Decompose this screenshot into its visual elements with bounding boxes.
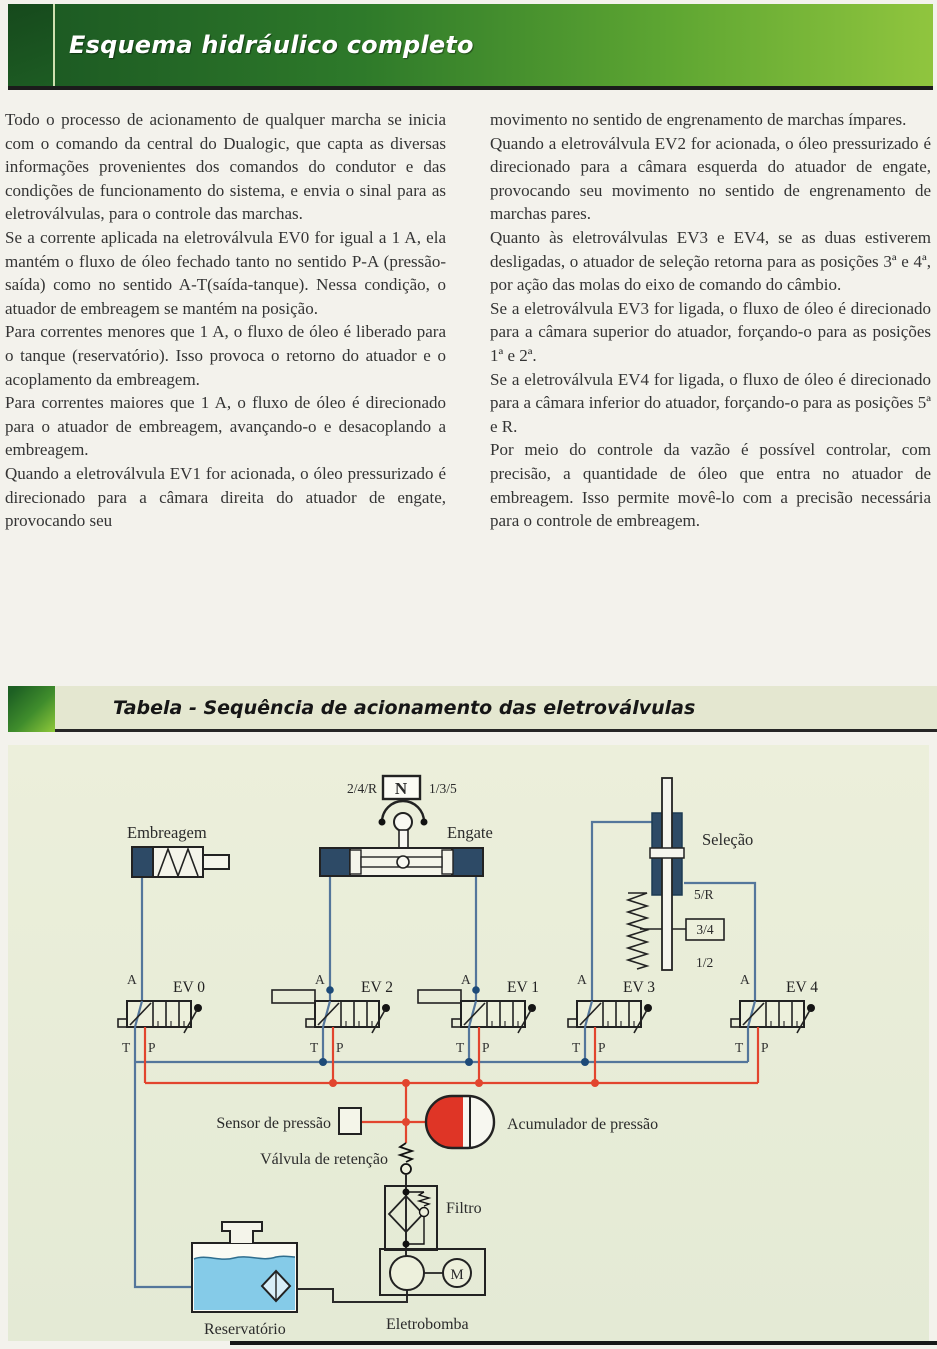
selection-spring <box>628 893 647 969</box>
engagement-label: Engate <box>447 823 493 842</box>
paragraph: Para correntes menores que 1 A, o fluxo de óleo é liberado para o tanque (reservatório). Isso provoca o retorno do atuador e o acoplamento da embreagem. <box>5 322 446 389</box>
filter-label: Filtro <box>446 1200 482 1217</box>
port-a-label: A <box>740 972 750 987</box>
valve-ev0 <box>118 972 205 1083</box>
paragraph: Se a eletroválvula EV3 for ligada, o fluxo de óleo é direcionado para a câmara superior do atuador, forçando-o para as posições 1ª e 2ª. <box>490 298 931 365</box>
sel-bottom-label: 1/2 <box>696 955 714 970</box>
sel-top-label: 5/R <box>694 887 714 902</box>
paragraph: movimento no sentido de engrenamento de marchas ímpares. <box>490 110 907 129</box>
port-t-label: T <box>572 1040 581 1055</box>
paragraph: Quando a eletroválvula EV2 for acionada, o óleo pressurizado é direcionado para a câmara esquerda do atuador de engate, provocando seu movimento no sentido de engrenamento de marchas pares. <box>490 133 931 224</box>
engagement-actuator <box>320 776 493 876</box>
reservoir-label: Reservatório <box>204 1321 286 1338</box>
pressure-sensor <box>216 1108 361 1134</box>
accumulator-label: Acumulador de pressão <box>507 1116 659 1133</box>
solenoid-pin-icon <box>528 1004 536 1012</box>
valve-ev4 <box>731 972 818 1083</box>
reservoir <box>192 1222 297 1338</box>
port-p-label: P <box>336 1040 344 1055</box>
gear-even-label: 2/4/R <box>346 781 377 796</box>
pressure-accumulator <box>426 1096 658 1148</box>
check-valve <box>260 1143 412 1186</box>
port-p-label: P <box>148 1040 156 1055</box>
page-title: Esquema hidráulico completo <box>69 31 474 59</box>
selection-actuator <box>628 778 753 970</box>
valve-pilot-flag <box>272 990 315 1003</box>
clutch-rod <box>203 855 229 869</box>
port-p-label: P <box>482 1040 490 1055</box>
valve-ev3 <box>568 972 655 1083</box>
motor-label: M <box>450 1267 464 1283</box>
paragraph: Todo o processo de acionamento de qualquer marcha se inicia com o comando da central do Dualogic, que capta as diversas informações provenientes dos comandos do condutor e das condições de funcionamento do sistema, e envia o sinal para as eletroválvulas, para o controle das marchas. <box>5 110 446 224</box>
selection-rod <box>662 778 672 970</box>
paragraph: Quando a eletroválvula EV1 for acionada, o óleo pressurizado é direcionado para a câmara direita do atuador de engate, provocando seu <box>5 463 446 531</box>
pressure-sensor-label: Sensor de pressão <box>216 1115 331 1132</box>
port-t-label: T <box>735 1040 744 1055</box>
paragraph: Quanto às eletroválvulas EV3 e EV4, se as duas estiverem desligadas, o atuador de seleção retorna para as posições 3ª e 4ª, por ação das molas do eixo de comando do câmbio. <box>490 227 931 295</box>
port-a-label: A <box>315 972 325 987</box>
paragraph: Por meio do controle da vazão é possível controlar, com precisão, a quantidade de óleo que entra no atuador de embreagem. Isso permite movê-lo com a precisão necessária para o controle de embreagem. <box>490 440 931 531</box>
selection-piston <box>650 848 684 858</box>
solenoid-pin-icon <box>382 1004 390 1012</box>
solenoid-pin-icon <box>807 1004 815 1012</box>
paragraph: Se a eletroválvula EV4 for ligada, o fluxo de óleo é direcionado para a câmara inferior do atuador, forçando-o para as posições 5ª e R. <box>490 369 931 436</box>
valve-label: EV 0 <box>173 979 206 996</box>
electro-pump <box>297 1249 485 1333</box>
neutral-label: N <box>394 779 408 798</box>
port-p-label: P <box>761 1040 769 1055</box>
clutch-label: Embreagem <box>127 823 207 842</box>
solenoid-valves <box>118 972 818 1083</box>
check-valve-label: Válvula de retenção <box>260 1151 388 1168</box>
port-t-label: T <box>122 1040 131 1055</box>
port-a-label: A <box>127 972 137 987</box>
paragraph: Para correntes maiores que 1 A, o fluxo de óleo é direcionado para o atuador de embreagem, avançando-o e desacoplando a embreagem. <box>5 393 446 460</box>
valve-pilot-flag <box>418 990 461 1003</box>
reservoir-cap <box>222 1222 262 1243</box>
clutch-cap <box>132 847 153 877</box>
port-a-label: A <box>577 972 587 987</box>
valve-label: EV 4 <box>786 979 819 996</box>
valve-ev1 <box>418 972 539 1083</box>
port-t-label: T <box>310 1040 319 1055</box>
valve-ev2 <box>272 972 393 1083</box>
oil-filter <box>385 1186 482 1256</box>
port-p-label: P <box>598 1040 606 1055</box>
page-bottom-edge <box>230 1341 937 1345</box>
gear-odd-label: 1/3/5 <box>429 781 457 796</box>
pump-label: Eletrobomba <box>386 1316 469 1333</box>
pressure-sensor-symbol <box>339 1108 361 1134</box>
pump-circle <box>390 1256 424 1290</box>
solenoid-pin-icon <box>644 1004 652 1012</box>
paragraph: Se a corrente aplicada na eletroválvula EV0 for igual a 1 A, ela mantém o fluxo de óleo fechado tanto no sentido P-A (pressão-saída) como no sentido A-T(saída-tanque). Nessa condição, o atuador de embreagem se mantém na posição. <box>5 227 446 318</box>
port-t-label: T <box>456 1040 465 1055</box>
selection-label: Seleção <box>702 830 754 849</box>
valve-label: EV 2 <box>361 979 394 996</box>
valve-label: EV 3 <box>623 979 656 996</box>
port-a-label: A <box>461 972 471 987</box>
sel-mid-label: 3/4 <box>696 922 714 937</box>
section-title: Tabela - Sequência de acionamento das eletroválvulas <box>113 696 696 719</box>
clutch-actuator <box>127 823 229 877</box>
valve-label: EV 1 <box>507 979 540 996</box>
shift-ball-joint <box>394 813 412 831</box>
solenoid-pin-icon <box>194 1004 202 1012</box>
